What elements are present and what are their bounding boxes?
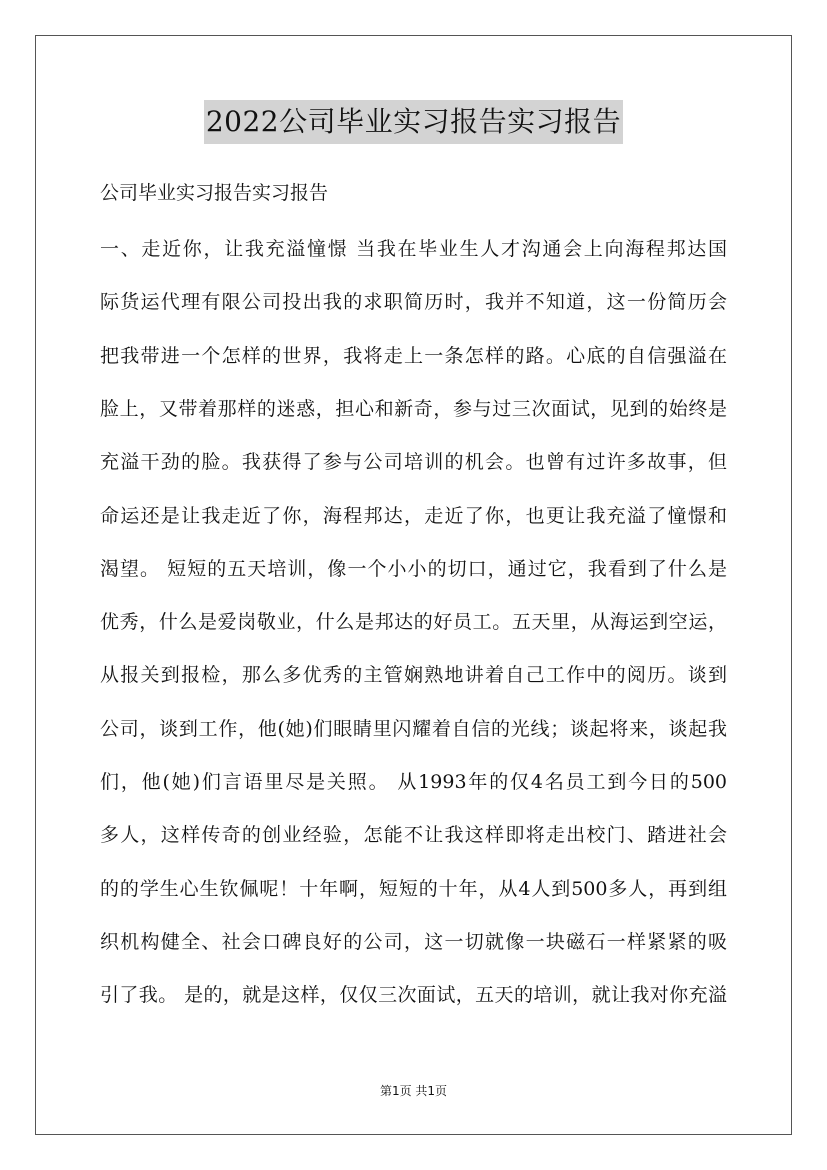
body-text-line: 一、走近你，让我充溢憧憬 当我在毕业生人才沟通会上向海程邦达国 (100, 238, 727, 260)
body-text-line: 优秀，什么是爱岗敬业，什么是邦达的好员工。五天里，从海运到空运， (100, 611, 727, 634)
body-text-line: 把我带进一个怎样的世界，我将走上一条怎样的路。心底的自信强溢在 (100, 344, 727, 367)
body-text-line: 充溢干劲的脸。我获得了参与公司培训的机会。也曾有过许多故事，但 (100, 451, 727, 474)
body-text-line: 际货运代理有限公司投出我的求职简历时，我并不知道，这一份简历会 (100, 291, 727, 314)
body-text-line: 的的学生心生钦佩呢！十年啊，短短的十年，从4人到500多人，再到组 (100, 877, 727, 900)
body-text-line: 脸上，又带着那样的迷惑，担心和新奇，参与过三次面试，见到的始终是 (100, 397, 727, 420)
body-text-line: 引了我。 是的，就是这样，仅仅三次面试，五天的培训，就让我对你充溢 (100, 984, 727, 1007)
document-title: 2022公司毕业实习报告实习报告 (204, 100, 623, 144)
page-footer: 第1页 共1页 (379, 1084, 448, 1098)
title-container (0, 100, 827, 144)
body-text-line: 们，他(她)们言语里尽是关照。 从1993年的仅4名员工到今日的500 (100, 771, 727, 793)
body-text-line: 从报关到报检，那么多优秀的主管娴熟地讲着自己工作中的阅历。谈到 (100, 664, 727, 687)
body-text-line: 多人，这样传奇的创业经验，怎能不让我这样即将走出校门、踏进社会 (100, 824, 727, 847)
document-subtitle: 公司毕业实习报告实习报告 (100, 182, 329, 204)
body-text-line: 渴望。 短短的五天培训，像一个小小的切口，通过它，我看到了什么是 (100, 557, 727, 580)
body-text-line: 织机构健全、社会口碑良好的公司，这一切就像一块磁石一样紧紧的吸 (100, 930, 727, 953)
body-text-line: 公司，谈到工作，他(她)们眼睛里闪耀着自信的光线；谈起将来，谈起我 (100, 717, 727, 740)
body-text-line: 命运还是让我走近了你，海程邦达，走近了你，也更让我充溢了憧憬和 (100, 504, 727, 527)
